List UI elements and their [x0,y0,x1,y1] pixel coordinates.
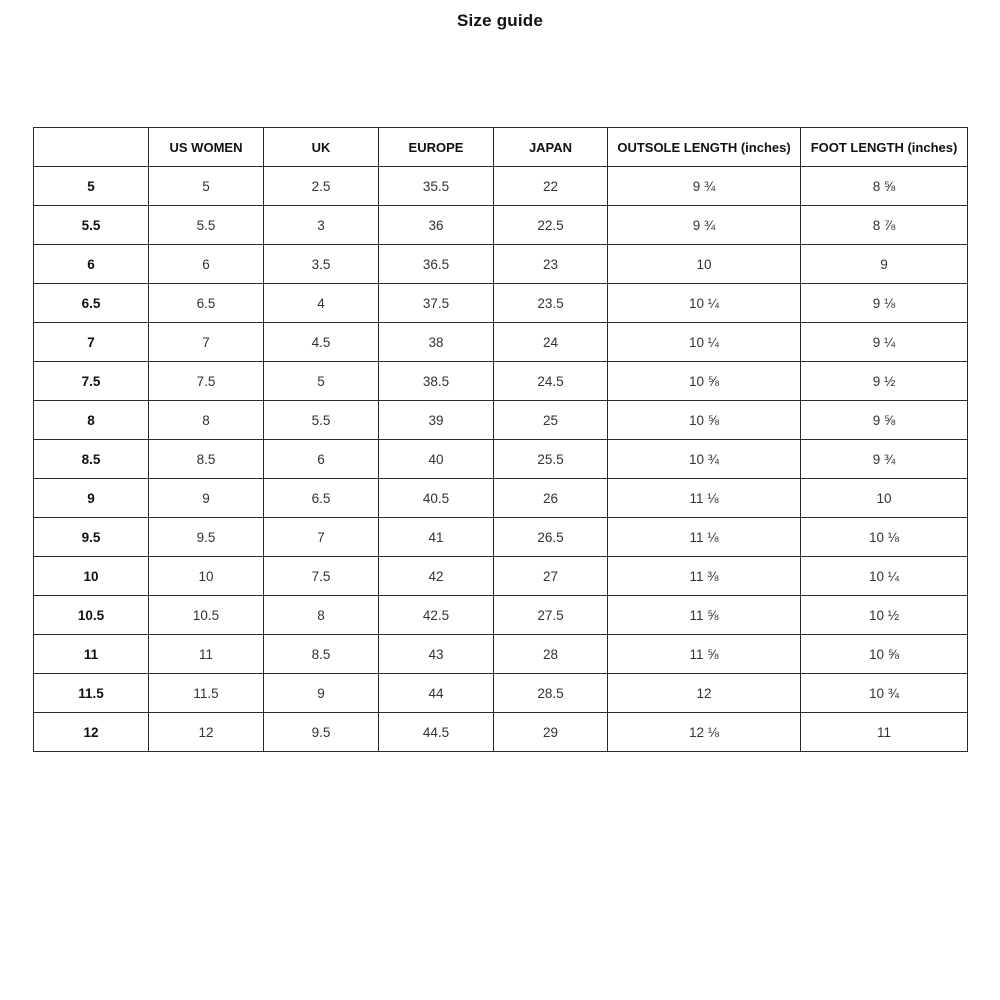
cell-japan: 22.5 [494,206,608,245]
table-row [34,323,968,362]
cell-us-women: 11 [149,635,264,674]
cell-japan: 23.5 [494,284,608,323]
cell-uk: 9.5 [264,713,379,752]
cell-uk: 8.5 [264,635,379,674]
cell-japan: 23 [494,245,608,284]
header-cell-uk: UK [264,128,379,167]
table-row [34,206,968,245]
cell-japan: 25.5 [494,440,608,479]
cell-outsole-length: 9 ¾ [608,206,801,245]
cell-us-women: 9.5 [149,518,264,557]
cell-japan: 28.5 [494,674,608,713]
cell-size: 9 [34,479,149,518]
cell-europe: 44 [379,674,494,713]
cell-uk: 8 [264,596,379,635]
cell-europe: 38 [379,323,494,362]
cell-foot-length: 9 ¼ [801,323,968,362]
cell-japan: 29 [494,713,608,752]
cell-foot-length: 10 ⅝ [801,635,968,674]
cell-europe: 36 [379,206,494,245]
cell-us-women: 10.5 [149,596,264,635]
cell-foot-length: 10 ½ [801,596,968,635]
cell-europe: 37.5 [379,284,494,323]
table-body [34,167,968,752]
cell-size: 8 [34,401,149,440]
cell-size: 8.5 [34,440,149,479]
cell-uk: 3.5 [264,245,379,284]
header-row [34,128,968,167]
table-row [34,518,968,557]
table-row [34,596,968,635]
cell-uk: 5.5 [264,401,379,440]
cell-europe: 39 [379,401,494,440]
table-row [34,713,968,752]
cell-uk: 9 [264,674,379,713]
cell-size: 5 [34,167,149,206]
cell-size: 6 [34,245,149,284]
table-row [34,362,968,401]
cell-foot-length: 8 ⅞ [801,206,968,245]
cell-foot-length: 9 ¾ [801,440,968,479]
cell-japan: 27.5 [494,596,608,635]
cell-us-women: 8.5 [149,440,264,479]
cell-foot-length: 9 ⅛ [801,284,968,323]
cell-us-women: 8 [149,401,264,440]
cell-europe: 35.5 [379,167,494,206]
cell-us-women: 6 [149,245,264,284]
size-guide-table [33,127,968,752]
table-row [34,674,968,713]
table-row [34,284,968,323]
cell-europe: 40 [379,440,494,479]
cell-outsole-length: 10 ¾ [608,440,801,479]
cell-us-women: 6.5 [149,284,264,323]
cell-foot-length: 10 ¼ [801,557,968,596]
cell-foot-length: 8 ⅝ [801,167,968,206]
cell-us-women: 10 [149,557,264,596]
cell-outsole-length: 9 ¾ [608,167,801,206]
header-cell-empty [34,128,149,167]
cell-uk: 5 [264,362,379,401]
cell-foot-length: 9 [801,245,968,284]
header-cell-us-women: US WOMEN [149,128,264,167]
cell-foot-length: 9 ½ [801,362,968,401]
cell-size: 11.5 [34,674,149,713]
cell-europe: 42 [379,557,494,596]
cell-europe: 43 [379,635,494,674]
cell-size: 7 [34,323,149,362]
cell-outsole-length: 11 ⅛ [608,518,801,557]
cell-size: 10.5 [34,596,149,635]
table-header [34,128,968,167]
cell-europe: 44.5 [379,713,494,752]
cell-outsole-length: 11 ⅜ [608,557,801,596]
cell-europe: 41 [379,518,494,557]
cell-us-women: 5 [149,167,264,206]
table-row [34,245,968,284]
cell-us-women: 12 [149,713,264,752]
cell-outsole-length: 12 ⅛ [608,713,801,752]
cell-foot-length: 10 ¾ [801,674,968,713]
cell-size: 11 [34,635,149,674]
cell-japan: 27 [494,557,608,596]
cell-outsole-length: 10 ⅝ [608,362,801,401]
cell-europe: 40.5 [379,479,494,518]
cell-uk: 6.5 [264,479,379,518]
cell-us-women: 7 [149,323,264,362]
cell-japan: 28 [494,635,608,674]
cell-uk: 7.5 [264,557,379,596]
cell-foot-length: 9 ⅝ [801,401,968,440]
header-cell-europe: EUROPE [379,128,494,167]
cell-outsole-length: 10 [608,245,801,284]
cell-outsole-length: 10 ⅝ [608,401,801,440]
cell-outsole-length: 11 ⅝ [608,596,801,635]
cell-japan: 26 [494,479,608,518]
cell-size: 7.5 [34,362,149,401]
table-row [34,167,968,206]
cell-outsole-length: 10 ¼ [608,323,801,362]
cell-foot-length: 10 [801,479,968,518]
cell-size: 6.5 [34,284,149,323]
cell-foot-length: 10 ⅛ [801,518,968,557]
cell-outsole-length: 11 ⅛ [608,479,801,518]
cell-europe: 38.5 [379,362,494,401]
cell-us-women: 11.5 [149,674,264,713]
cell-size: 5.5 [34,206,149,245]
table-row [34,440,968,479]
cell-uk: 3 [264,206,379,245]
cell-japan: 24.5 [494,362,608,401]
cell-us-women: 9 [149,479,264,518]
cell-outsole-length: 11 ⅝ [608,635,801,674]
cell-outsole-length: 10 ¼ [608,284,801,323]
header-cell-foot-length: FOOT LENGTH (inches) [801,128,968,167]
cell-uk: 7 [264,518,379,557]
cell-foot-length: 11 [801,713,968,752]
cell-uk: 2.5 [264,167,379,206]
cell-japan: 25 [494,401,608,440]
cell-us-women: 7.5 [149,362,264,401]
cell-us-women: 5.5 [149,206,264,245]
cell-uk: 6 [264,440,379,479]
cell-europe: 36.5 [379,245,494,284]
page-title: Size guide [456,11,544,30]
cell-size: 12 [34,713,149,752]
cell-uk: 4.5 [264,323,379,362]
table-row [34,479,968,518]
cell-size: 9.5 [34,518,149,557]
header-cell-outsole-length: OUTSOLE LENGTH (inches) [608,128,801,167]
cell-size: 10 [34,557,149,596]
cell-outsole-length: 12 [608,674,801,713]
table-row [34,557,968,596]
cell-europe: 42.5 [379,596,494,635]
table-row [34,401,968,440]
cell-japan: 24 [494,323,608,362]
header-cell-japan: JAPAN [494,128,608,167]
cell-uk: 4 [264,284,379,323]
cell-japan: 26.5 [494,518,608,557]
table-row [34,635,968,674]
cell-japan: 22 [494,167,608,206]
